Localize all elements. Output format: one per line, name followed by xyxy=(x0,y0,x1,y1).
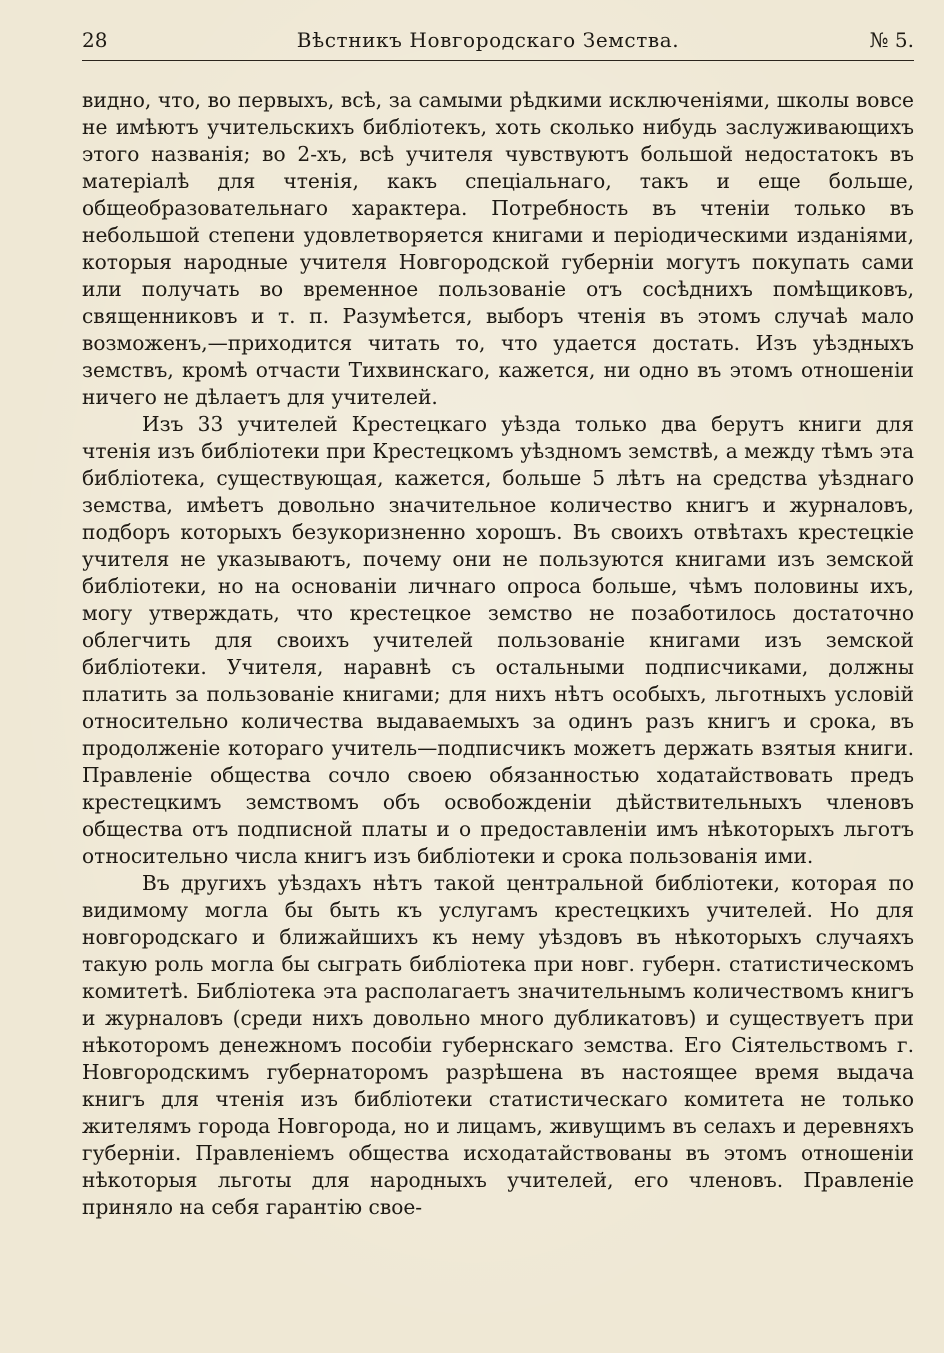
page-number: 28 xyxy=(82,28,108,52)
journal-title: Вѣстникъ Новгородскаго Земства. xyxy=(296,28,680,52)
issue-number: № 5. xyxy=(869,28,914,52)
paragraph-1: видно, что, во первыхъ, всѣ, за самыми рѣдкими исключеніями, школы вовсе не имѣютъ учительскихъ библіотекъ, хоть сколько нибудь заслуживающихъ этого названія; во 2-хъ, всѣ учителя чувствуютъ большой недостатокъ въ матеріалѣ для чтенія, какъ спеціальнаго, такъ и еще больше, общеобразовательнаго характера. Потребность въ чтеніи только въ небольшой степени удовлетворяется книгами и періодическими изданіями, которыя народные учителя Новгородской губерніи могутъ покупать сами или получать во временное пользованіе отъ сосѣднихъ помѣщиковъ, священниковъ и т. п. Разумѣется, выборъ чтенія въ этомъ случаѣ мало возможенъ,—приходится читать то, что удается достать. Изъ уѣздныхъ земствъ, кромѣ отчасти Тихвинскаго, кажется, ни одно въ этомъ отношеніи ничего не дѣлаетъ для учителей. xyxy=(82,88,914,409)
page-body xyxy=(82,87,914,1221)
paragraph-3: Въ другихъ уѣздахъ нѣтъ такой центральной библіотеки, которая по видимому могла бы быть къ услугамъ крестецкихъ учителей. Но для новгородскаго и ближайшихъ къ нему уѣздовъ въ нѣкоторыхъ случаяхъ такую роль могла бы сыграть библіотека при новг. губерн. статистическомъ комитетѣ. Библіотека эта располагаетъ значительнымъ количествомъ книгъ и журналовъ (среди нихъ довольно много дубликатовъ) и существуетъ при нѣкоторомъ денежномъ пособіи губернскаго земства. Его Сіятельствомъ г. Новгородскимъ губернаторомъ разрѣшена въ настоящее время выдача книгъ для чтенія изъ библіотеки статистическаго комитета не только жителямъ города Новгорода, но и лицамъ, живущимъ въ селахъ и деревняхъ губерніи. Правленіемъ общества исходатайствованы въ этомъ отношеніи нѣкоторыя льготы для народныхъ учителей, его членовъ. Правленіе приняло на себя гарантію свое- xyxy=(82,871,914,1219)
paragraph-2: Изъ 33 учителей Крестецкаго уѣзда только два берутъ книги для чтенія изъ библіотеки при Крестецкомъ уѣздномъ земствѣ, а между тѣмъ эта библіотека, существующая, кажется, больше 5 лѣтъ на средства уѣзднаго земства, имѣетъ довольно значительное количество книгъ и журналовъ, подборъ которыхъ безукоризненно хорошъ. Въ своихъ отвѣтахъ крестецкіе учителя не указываютъ, почему они не пользуются книгами изъ земской библіотеки, но на основаніи личнаго опроса больше, чѣмъ половины ихъ, могу утверждать, что крестецкое земство не позаботилось достаточно облегчить для своихъ учителей пользованіе книгами изъ земской библіотеки. Учителя, наравнѣ съ остальными подписчиками, должны платить за пользованіе книгами; для нихъ нѣтъ особыхъ, льготныхъ условій относительно количества выдаваемыхъ за одинъ разъ книгъ и срока, въ продолженіе котораго учитель—подписчикъ можетъ держать взятыя книги. Правленіе общества сочло своею обязанностью ходатайствовать предъ крестецкимъ земствомъ объ освобожденіи дѣйствительныхъ членовъ общества отъ подписной платы и о предоставленіи имъ нѣкоторыхъ льготъ относительно числа книгъ изъ библіотеки и срока пользованія ими. xyxy=(82,412,914,868)
page-header xyxy=(82,26,914,61)
